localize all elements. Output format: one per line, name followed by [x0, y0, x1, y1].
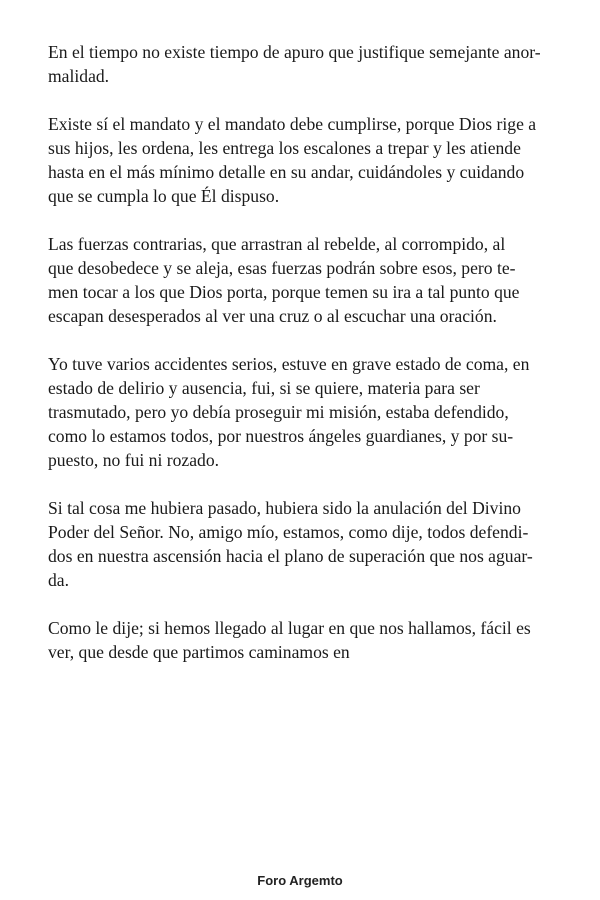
paragraph-1: En el tiempo no existe tiempo de apuro que justifique semejante anor- malidad. [48, 42, 541, 86]
paragraph-5: Si tal cosa me hubiera pasado, hubiera sido la anulación del Divino Poder del Señor. No, amigo mío, estamos, como dije, todos defendi- dos en nuestra ascensión hacia el plano de superación que nos aguar- da. [48, 498, 533, 590]
page-footer: Foro Argemto [257, 873, 343, 888]
body-text [48, 40, 581, 688]
paragraph-2: Existe sí el mandato y el mandato debe cumplirse, porque Dios rige a sus hijos, les ordena, les entrega los escalones a trepar y les atiende hasta en el más mínimo detalle en su andar, cuidándoles y cuidando que se cumpla lo que Él dispuso. [48, 114, 537, 206]
paragraph-3: Las fuerzas contrarias, que arrastran al rebelde, al corrompido, al que desobedece y se aleja, esas fuerzas podrán sobre esos, pero te- men tocar a los que Dios porta, porque temen su ira a tal punto que escapan desesperados al ver una cruz o al escuchar una oración. [48, 234, 520, 326]
paragraph-4: Yo tuve varios accidentes serios, estuve en grave estado de coma, en estado de delirio y ausencia, fui, si se quiere, materia para ser trasmutado, pero yo debía proseguir mi misión, estaba defendido, como lo estamos todos, por nuestros ángeles guardianes, y por su- puesto, no fui ni rozado. [48, 354, 530, 470]
paragraph-6: Como le dije; si hemos llegado al lugar en que nos hallamos, fácil es ver, que desde que partimos caminamos en [48, 618, 531, 662]
